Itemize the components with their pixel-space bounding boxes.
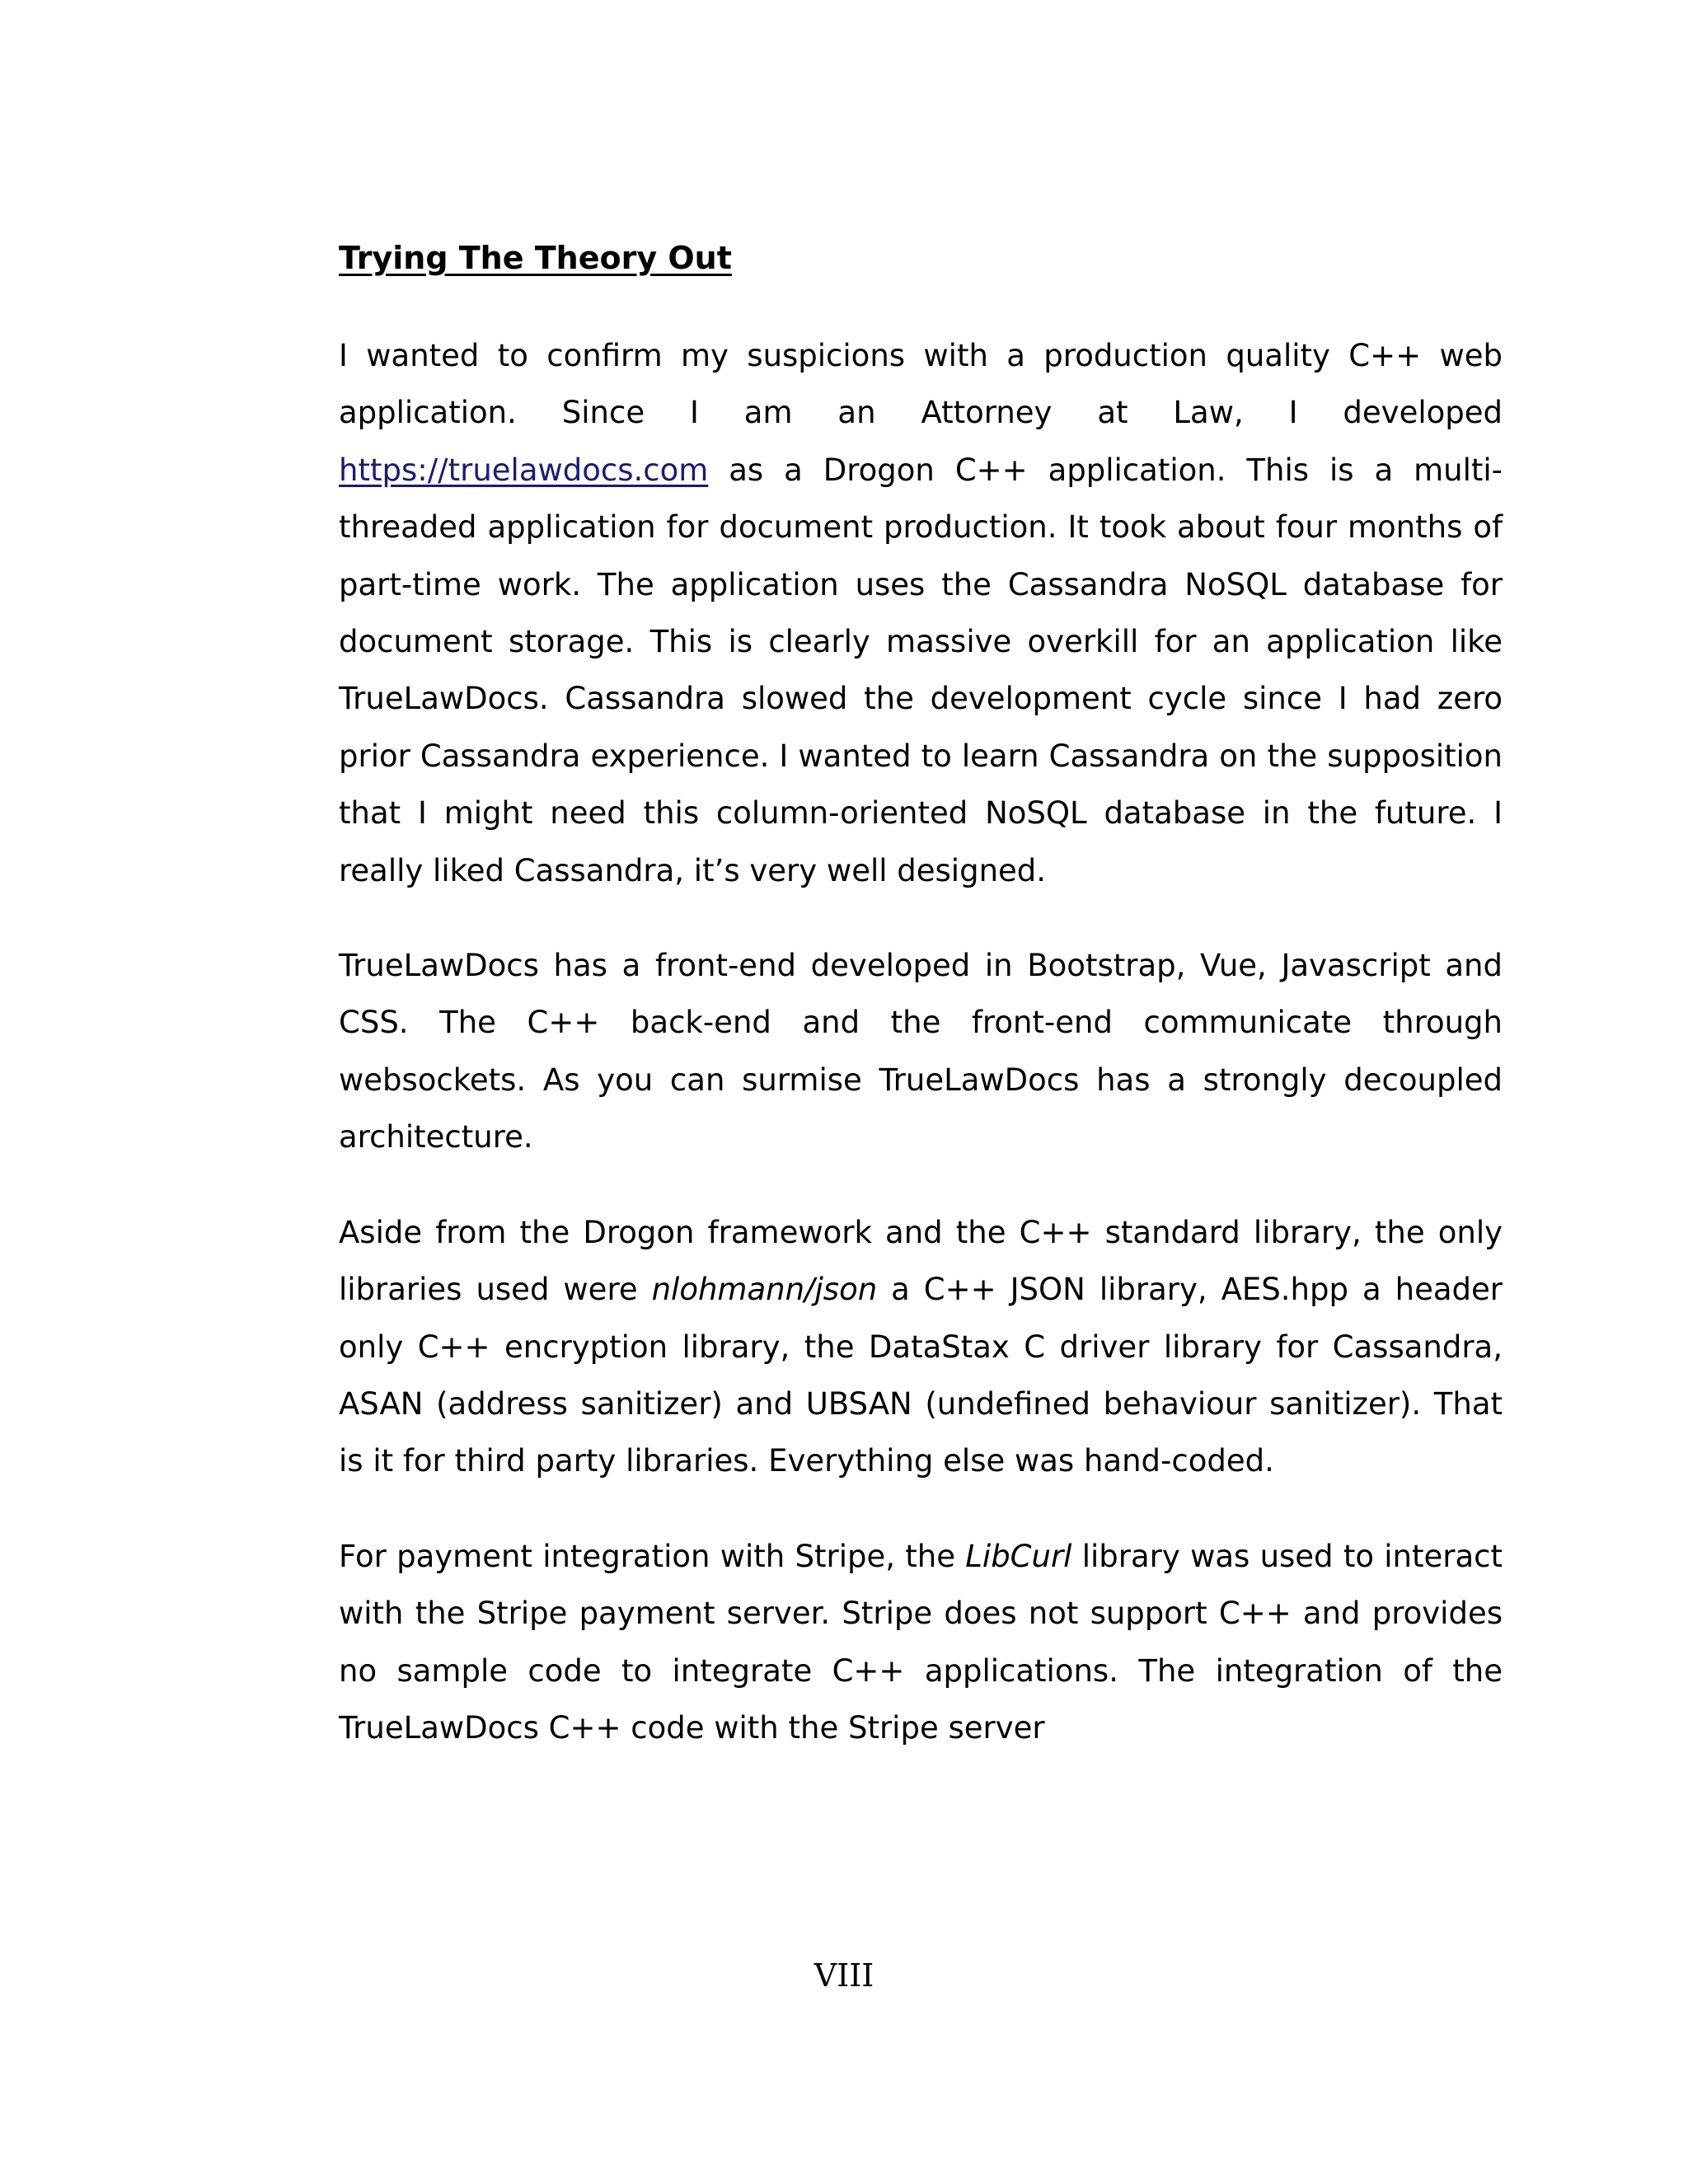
paragraph-4-text-b: library was used to interact with the Stripe payment server. Stripe does not support C++ and provides no sample code to integrate C++ applications. The integration of the TrueLawDocs C++ code with the Stripe server [339, 1538, 1503, 1746]
document-body [339, 235, 1503, 1794]
paragraph-1 [339, 327, 1503, 899]
nlohmann-json-emphasis: nlohmann/json [651, 1272, 878, 1308]
section-heading: Trying The Theory Out [339, 240, 732, 276]
paragraph-3 [339, 1204, 1503, 1490]
paragraph-2: TrueLawDocs has a front-end developed in Bootstrap, Vue, Javascript and CSS. The C++ back-end and the front-end communicate through websockets. As you can surmise TrueLawDocs has a strongly decoupled architecture. [339, 948, 1503, 1155]
page-number: VIII [814, 1957, 874, 1994]
paragraph-1-text-a: I wanted to confirm my suspicions with a production quality C++ web application. Since I am an Attorney at Law, I developed [339, 338, 1503, 431]
truelawdocs-link[interactable]: https://truelawdocs.com [339, 452, 709, 488]
paragraph-4 [339, 1528, 1503, 1757]
paragraph-3-text-a: Aside from the Drogon framework and the C++ standard library, the only libraries used were [339, 1214, 1503, 1308]
libcurl-emphasis: LibCurl [965, 1538, 1072, 1574]
paragraph-3-text-b: a C++ JSON library, AES.hpp a header only C++ encryption library, the DataStax C driver library for Cassandra, ASAN (address sanitizer) and UBSAN (undefined behaviour sanitizer). That is it for third party libraries. Everything else was hand-coded. [339, 1272, 1503, 1479]
paragraph-1-text-b: as a Drogon C++ application. This is a multi-threaded application for document production. It took about four months of part-time work. The application uses the Cassandra NoSQL database for document storage. This is clearly massive overkill for an application like TrueLawDocs. Cassandra slowed the development cycle since I had zero prior Cassandra experience. I wanted to learn Cassandra on the supposition that I might need this column-oriented NoSQL database in the future. I really liked Cassandra, it’s very well designed. [339, 452, 1503, 888]
paragraph-4-text-a: For payment integration with Stripe, the [339, 1538, 966, 1574]
